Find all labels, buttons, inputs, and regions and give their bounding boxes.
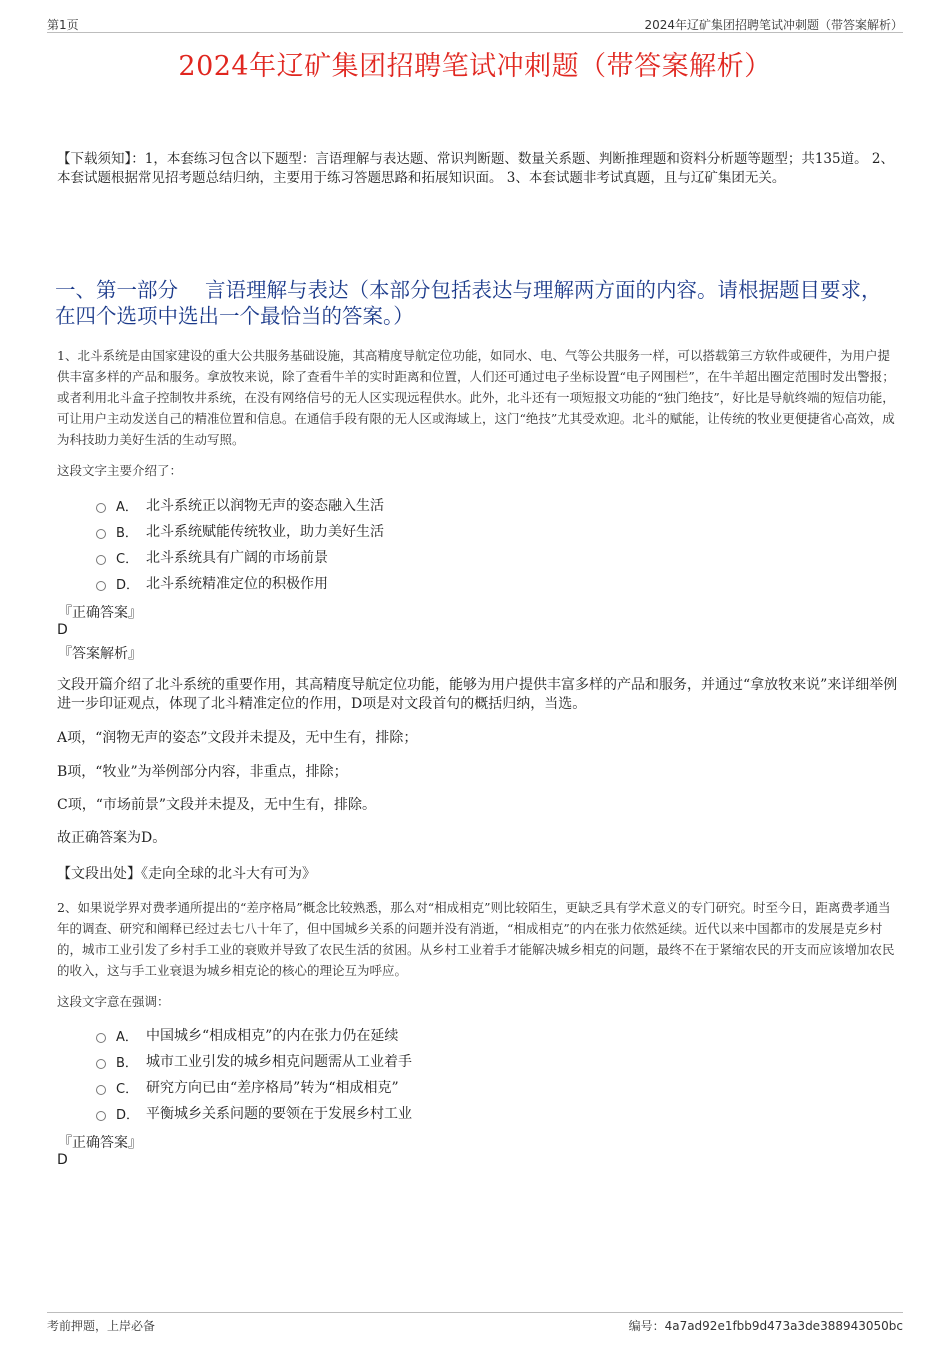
passage-source: 【文段出处】《走向全球的北斗大有可为》	[57, 866, 316, 882]
radio-icon[interactable]	[96, 1033, 106, 1043]
option-text: 北斗系统精准定位的积极作用	[146, 576, 328, 592]
download-notice: 【下载须知】：1，本套练习包含以下题型：言语理解与表达题、常识判断题、数量关系题、判断推理题和资料分析题等题型；共135道。 2、本套试题根据常见招考题总结归纳，主要用于练习答题思路和拓展知识面。 3、本套试题非考试真题，且与辽矿集团无关。	[57, 151, 894, 186]
option-letter: A．	[116, 499, 138, 515]
option-text: 北斗系统正以润物无声的姿态融入生活	[146, 498, 384, 514]
option-d[interactable]	[96, 1100, 900, 1126]
option-letter: D．	[116, 577, 140, 593]
correct-answer-label: 『正确答案』	[58, 605, 142, 621]
radio-icon[interactable]	[96, 1111, 106, 1121]
option-b[interactable]	[96, 1048, 900, 1074]
analysis-paragraph-1: 文段开篇介绍了北斗系统的重要作用，其高精度导航定位功能，能够为用户提供丰富多样的产品和服务，并通过“拿放牧来说”来详细举例进一步印证观点，体现了北斗精准定位的作用，D项是对文段首句的概括归纳，当选。	[57, 677, 898, 712]
radio-icon[interactable]	[96, 1059, 106, 1069]
option-d[interactable]	[96, 570, 900, 596]
option-text: 北斗系统赋能传统牧业，助力美好生活	[146, 524, 384, 540]
analysis-paragraph-2: A项，“润物无声的姿态”文段并未提及，无中生有，排除；	[57, 730, 418, 746]
footer-doc-id: 编号：4a7ad92e1fbb9d473a3de388943050bc	[628, 1319, 903, 1333]
option-letter: C．	[116, 1081, 139, 1097]
option-text: 中国城乡“相成相克”的内在张力仍在延续	[146, 1028, 399, 1044]
header-doc-title: 2024年辽矿集团招聘笔试冲刺题（带答案解析）	[644, 18, 903, 32]
option-text: 北斗系统具有广阔的市场前景	[146, 550, 328, 566]
option-letter: C．	[116, 551, 139, 567]
question-2-stem: 这段文字意在强调：	[57, 994, 170, 1009]
question-2-options	[96, 1022, 900, 1126]
option-text: 城市工业引发的城乡相克问题需从工业着手	[146, 1054, 412, 1070]
radio-icon[interactable]	[96, 581, 106, 591]
question-2-text: 2、如果说学界对费孝通所提出的“差序格局”概念比较熟悉，那么对“相成相克”则比较陌生，更缺乏具有学术意义的专门研究。时至今日，距离费孝通当年的调查、研究和阐释已经过去七八十年了，但中国城乡关系的问题并没有消逝，“相成相克”的内在张力依然延续。近代以来中国都市的发展是克乡村的，城市工业引发了乡村手工业的衰败并导致了农民生活的贫困。从乡村工业着手才能解决城乡相克的问题，最终不在于紧缩农民的开支而应该增加农民的收入，这与手工业衰退为城乡相克论的核心的理论互为呼应。	[57, 900, 895, 978]
page-number: 第1页	[47, 18, 79, 32]
page-footer	[47, 1312, 903, 1335]
radio-icon[interactable]	[96, 555, 106, 565]
option-c[interactable]	[96, 544, 900, 570]
page-header	[47, 14, 903, 33]
section-heading: 一、第一部分 言语理解与表达（本部分包括表达与理解两方面的内容。请根据题目要求，在四个选项中选出一个最恰当的答案。）	[55, 278, 882, 328]
correct-answer: D	[57, 622, 68, 638]
option-letter: B．	[116, 1055, 138, 1071]
option-a[interactable]	[96, 492, 900, 518]
option-letter: D．	[116, 1107, 140, 1123]
question-1-stem: 这段文字主要介绍了：	[57, 463, 183, 478]
footer-slogan: 考前押题，上岸必备	[47, 1319, 156, 1333]
question-1-text: 1、北斗系统是由国家建设的重大公共服务基础设施，其高精度导航定位功能，如同水、电、气等公共服务一样，可以搭载第三方软件或硬件，为用户提供丰富多样的产品和服务。拿放牧来说，除了查看牛羊的实时距离和位置，人们还可通过电子坐标设置“电子网围栏”，在牛羊超出圈定范围时发出警报；或者利用北斗盒子控制牧井系统，在没有网络信号的无人区实现远程供水。此外，北斗还有一项短报文功能的“独门绝技”，好比是导航终端的短信功能，可让用户主动发送自己的精准位置和信息。在通信手段有限的无人区或海域上，这门“绝技”尤其受欢迎。北斗的赋能，让传统的牧业更便捷省心高效，成为科技助力美好生活的生动写照。	[57, 348, 895, 447]
radio-icon[interactable]	[96, 503, 106, 513]
analysis-label: 『答案解析』	[58, 646, 142, 662]
correct-answer: D	[57, 1152, 68, 1168]
option-letter: B．	[116, 525, 138, 541]
analysis-paragraph-3: B项，“牧业”为举例部分内容，非重点，排除；	[57, 764, 348, 780]
option-b[interactable]	[96, 518, 900, 544]
analysis-paragraph-4: C项，“市场前景”文段并未提及，无中生有，排除。	[57, 797, 377, 813]
radio-icon[interactable]	[96, 529, 106, 539]
document-title: 2024年辽矿集团招聘笔试冲刺题（带答案解析）	[178, 51, 772, 82]
radio-icon[interactable]	[96, 1085, 106, 1095]
option-text: 研究方向已由“差序格局”转为“相成相克”	[146, 1080, 399, 1096]
option-c[interactable]	[96, 1074, 900, 1100]
correct-answer-label: 『正确答案』	[58, 1135, 142, 1151]
option-a[interactable]	[96, 1022, 900, 1048]
question-1-options	[96, 492, 900, 596]
analysis-paragraph-5: 故正确答案为D。	[57, 830, 167, 846]
option-letter: A．	[116, 1029, 138, 1045]
option-text: 平衡城乡关系问题的要领在于发展乡村工业	[146, 1106, 412, 1122]
